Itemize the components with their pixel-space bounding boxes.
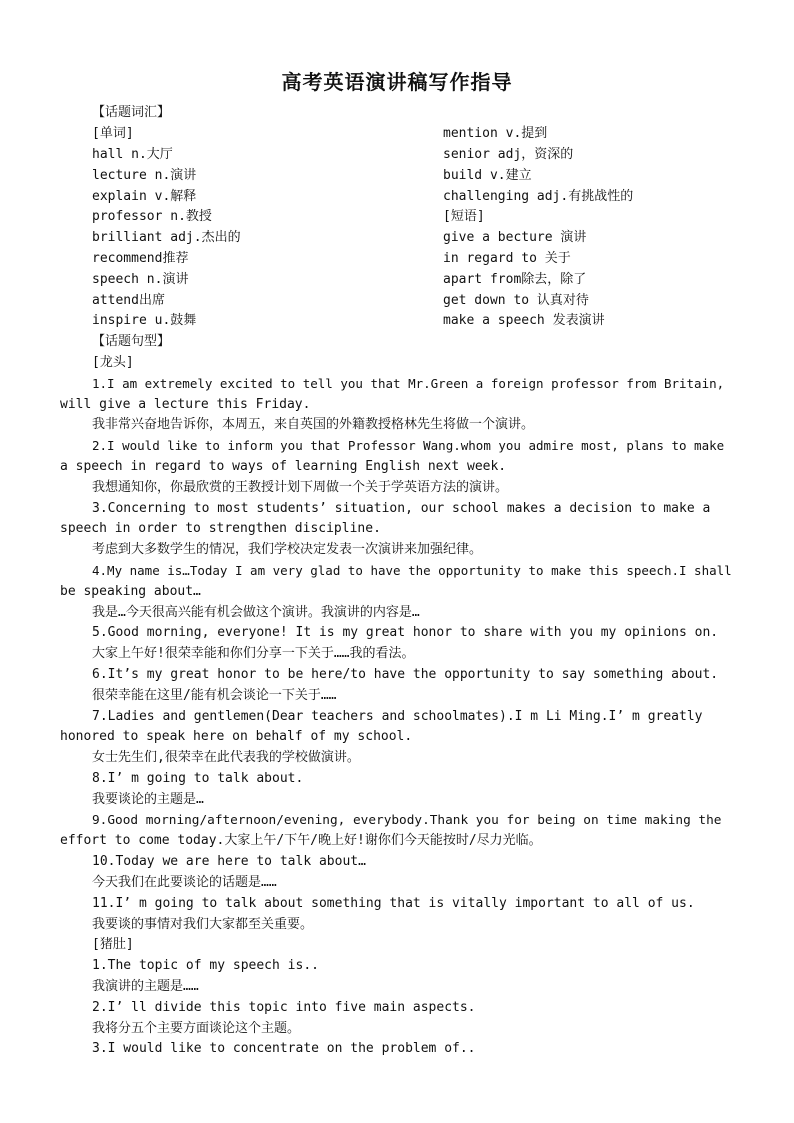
vocab-phrase: give a becture 演讲: [443, 230, 587, 245]
sentence-zh: 今天我们在此要谈论的话题是……: [92, 875, 277, 890]
vocab-word: mention v.提到: [443, 126, 548, 141]
opening-heading: [龙头]: [92, 355, 134, 370]
sentences-heading: 【话题句型】: [92, 334, 171, 349]
sentence-zh: 我非常兴奋地告诉你，本周五，来自英国的外籍教授格林先生将做一个演讲。: [92, 417, 535, 432]
sentence-zh: 考虑到大多数学生的情况，我们学校决定发表一次演讲来加强纪律。: [92, 542, 483, 557]
sentence-zh: 我要谈的事情对我们大家都至关重要。: [92, 917, 314, 932]
sentence-en: 2.I would like to inform you that Professor Wang.whom you admire most, plans to make: [92, 438, 725, 453]
vocab-word: explain v.解释: [92, 189, 197, 204]
sentence-en-cont: will give a lecture this Friday.: [60, 397, 311, 412]
vocab-word: senior adj，资深的: [443, 147, 574, 162]
sentence-zh: 我要谈论的主题是…: [92, 792, 204, 807]
vocab-word: challenging adj.有挑战性的: [443, 189, 634, 204]
sentence-en-cont: honored to speak here on behalf of my school.: [60, 729, 413, 744]
sentence-zh: 很荣幸能在这里/能有机会谈论一下关于……: [92, 688, 337, 703]
sentence-zh: 大家上午好!很荣幸能和你们分享一下关于……我的看法。: [92, 646, 415, 661]
vocab-heading: 【话题词汇】: [92, 105, 171, 120]
sentence-zh: 我是…今天很高兴能有机会做这个演讲。我演讲的内容是…: [92, 605, 420, 620]
vocab-word: lecture n.演讲: [92, 168, 197, 183]
sentence-zh: 我演讲的主题是……: [92, 979, 199, 994]
sentence-en: 2.I’ ll divide this topic into five main aspects.: [92, 1000, 476, 1015]
vocab-word: hall n.大厅: [92, 147, 173, 162]
sentence-en-cont: effort to come today.大家上午/下午/晚上好!谢你们今天能按时/尽力光临。: [60, 833, 542, 848]
sentence-en: 11.I’ m going to talk about something that is vitally important to all of us.: [92, 896, 695, 911]
vocab-word: build v.建立: [443, 168, 532, 183]
vocab-phrase: get down to 认真对待: [443, 293, 589, 308]
body-heading: [猪肚]: [92, 937, 134, 952]
vocab-phrase: apart from除去，除了: [443, 272, 587, 287]
vocab-word: speech n.演讲: [92, 272, 189, 287]
sentence-zh: 女士先生们,很荣幸在此代表我的学校做演讲。: [92, 750, 360, 765]
vocab-word: brilliant adj.杰出的: [92, 230, 241, 245]
vocab-phrase: make a speech 发表演讲: [443, 313, 605, 328]
sentence-en: 4.My name is…Today I am very glad to have the opportunity to make this speech.I shall: [92, 563, 732, 578]
sentence-en: 5.Good morning, everyone! It is my great honor to share with you my opinions on.: [92, 625, 719, 640]
words-heading: [单词]: [92, 126, 134, 141]
sentence-en-cont: a speech in regard to ways of learning English next week.: [60, 459, 507, 474]
sentence-en: 10.Today we are here to talk about…: [92, 854, 366, 869]
sentence-en: 8.I’ m going to talk about.: [92, 771, 304, 786]
vocab-word: professor n.教授: [92, 209, 212, 224]
sentence-en: 7.Ladies and gentlemen(Dear teachers and schoolmates).I m Li Ming.I’ m greatly: [92, 709, 703, 724]
vocab-phrase: in regard to 关于: [443, 251, 571, 266]
sentence-zh: 我想通知你，你最欣赏的王教授计划下周做一个关于学英语方法的演讲。: [92, 480, 509, 495]
vocab-word: attend出席: [92, 293, 165, 308]
document-title: 高考英语演讲稿写作指导: [281, 70, 513, 94]
vocab-word: recommend推荐: [92, 251, 189, 266]
vocab-word: inspire u.鼓舞: [92, 313, 197, 328]
sentence-en-cont: be speaking about…: [60, 584, 201, 599]
sentence-en: 1.The topic of my speech is..: [92, 958, 319, 973]
sentence-en: 3.I would like to concentrate on the problem of..: [92, 1041, 476, 1056]
sentence-en: 6.It’s my great honor to be here/to have the opportunity to say something about.: [92, 667, 719, 682]
sentence-en: 1.I am extremely excited to tell you that Mr.Green a foreign professor from Britain,: [92, 376, 725, 391]
sentence-en: 9.Good morning/afternoon/evening, everybody.Thank you for being on time making the: [92, 813, 722, 828]
sentence-en-cont: speech in order to strengthen discipline.: [60, 521, 381, 536]
sentence-en: 3.Concerning to most students’ situation, our school makes a decision to make a: [92, 501, 711, 516]
phrases-heading: [短语]: [443, 209, 485, 224]
sentence-zh: 我将分五个主要方面谈论这个主题。: [92, 1021, 301, 1036]
